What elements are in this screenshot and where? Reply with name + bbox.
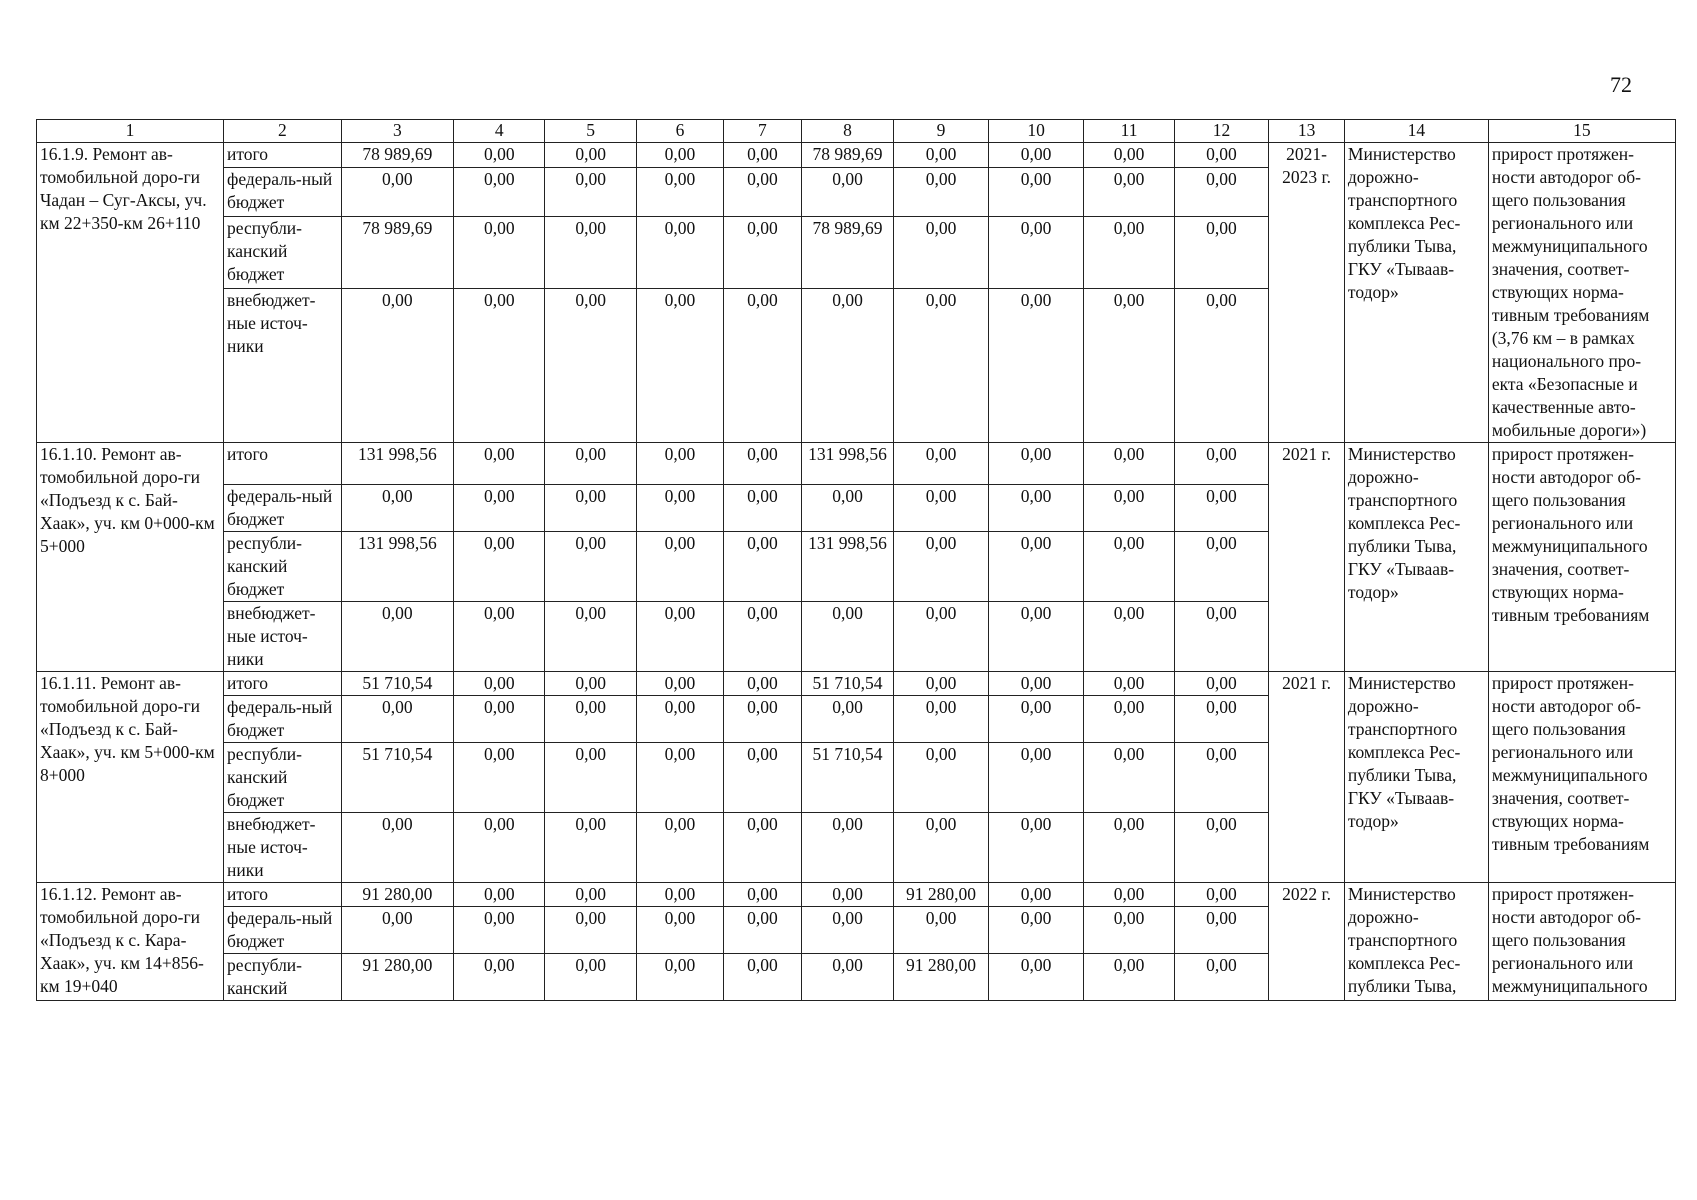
amount-cell: 91 280,00 bbox=[894, 883, 989, 907]
result-cell: прирост протяжен-ности автодорог об-щего пользования регионального или межмуниципального значения, соответ-ствующих норма-тивным требованиям bbox=[1488, 443, 1675, 672]
column-header: 12 bbox=[1174, 120, 1269, 143]
amount-cell: 51 710,54 bbox=[801, 743, 893, 813]
amount-cell: 0,00 bbox=[636, 289, 723, 443]
page-number: 72 bbox=[1610, 72, 1632, 97]
funding-source-cell: республи-канский бюджет bbox=[224, 216, 342, 289]
amount-cell: 0,00 bbox=[545, 954, 636, 1001]
amount-cell: 0,00 bbox=[724, 143, 802, 168]
amount-cell: 0,00 bbox=[341, 813, 453, 883]
amount-cell: 0,00 bbox=[636, 907, 723, 954]
amount-cell: 0,00 bbox=[988, 167, 1084, 216]
amount-cell: 0,00 bbox=[454, 289, 545, 443]
amount-cell: 78 989,69 bbox=[341, 216, 453, 289]
amount-cell: 0,00 bbox=[341, 485, 453, 532]
amount-cell: 0,00 bbox=[1174, 907, 1269, 954]
table-row bbox=[37, 883, 1676, 907]
amount-cell: 0,00 bbox=[636, 602, 723, 672]
amount-cell: 0,00 bbox=[454, 907, 545, 954]
funding-source-cell: федераль-ный бюджет bbox=[224, 696, 342, 743]
amount-cell: 0,00 bbox=[1084, 143, 1174, 168]
amount-cell: 0,00 bbox=[988, 696, 1084, 743]
amount-cell: 0,00 bbox=[894, 532, 989, 602]
amount-cell: 78 989,69 bbox=[341, 143, 453, 168]
amount-cell: 0,00 bbox=[724, 907, 802, 954]
amount-cell: 0,00 bbox=[1084, 532, 1174, 602]
amount-cell: 0,00 bbox=[801, 696, 893, 743]
amount-cell: 0,00 bbox=[545, 485, 636, 532]
amount-cell: 0,00 bbox=[454, 696, 545, 743]
amount-cell: 131 998,56 bbox=[341, 443, 453, 485]
result-cell: прирост протяжен-ности автодорог об-щего пользования регионального или межмуниципального значения, соответ-ствующих норма-тивным требованиям bbox=[1488, 672, 1675, 883]
amount-cell: 0,00 bbox=[1174, 602, 1269, 672]
amount-cell: 0,00 bbox=[1174, 532, 1269, 602]
amount-cell: 0,00 bbox=[801, 485, 893, 532]
amount-cell: 0,00 bbox=[341, 602, 453, 672]
funding-source-cell: республи-канский бюджет bbox=[224, 743, 342, 813]
amount-cell: 0,00 bbox=[988, 216, 1084, 289]
amount-cell: 0,00 bbox=[894, 696, 989, 743]
amount-cell: 0,00 bbox=[988, 289, 1084, 443]
amount-cell: 0,00 bbox=[545, 602, 636, 672]
column-header: 7 bbox=[724, 120, 802, 143]
column-header: 6 bbox=[636, 120, 723, 143]
amount-cell: 0,00 bbox=[988, 602, 1084, 672]
amount-cell: 78 989,69 bbox=[801, 216, 893, 289]
amount-cell: 0,00 bbox=[545, 672, 636, 696]
amount-cell: 0,00 bbox=[545, 907, 636, 954]
funding-source-cell: федераль-ный бюджет bbox=[224, 485, 342, 532]
amount-cell: 131 998,56 bbox=[801, 443, 893, 485]
measure-name-cell: 16.1.9. Ремонт ав-томобильной доро-ги Чадан – Суг-Аксы, уч. км 22+350-км 26+110 bbox=[37, 143, 224, 443]
amount-cell: 0,00 bbox=[988, 907, 1084, 954]
column-header: 14 bbox=[1344, 120, 1488, 143]
amount-cell: 0,00 bbox=[636, 743, 723, 813]
column-header: 8 bbox=[801, 120, 893, 143]
amount-cell: 0,00 bbox=[801, 813, 893, 883]
amount-cell: 0,00 bbox=[636, 954, 723, 1001]
funding-source-cell: внебюджет-ные источ-ники bbox=[224, 289, 342, 443]
amount-cell: 0,00 bbox=[1174, 672, 1269, 696]
amount-cell: 0,00 bbox=[988, 743, 1084, 813]
amount-cell: 0,00 bbox=[724, 602, 802, 672]
amount-cell: 0,00 bbox=[545, 743, 636, 813]
amount-cell: 0,00 bbox=[1084, 443, 1174, 485]
amount-cell: 0,00 bbox=[454, 485, 545, 532]
funding-source-cell: внебюджет-ные источ-ники bbox=[224, 602, 342, 672]
amount-cell: 0,00 bbox=[801, 883, 893, 907]
column-header: 9 bbox=[894, 120, 989, 143]
amount-cell: 0,00 bbox=[341, 696, 453, 743]
table-row bbox=[37, 443, 1676, 485]
amount-cell: 0,00 bbox=[545, 216, 636, 289]
amount-cell: 0,00 bbox=[894, 907, 989, 954]
column-header: 10 bbox=[988, 120, 1084, 143]
amount-cell: 0,00 bbox=[894, 216, 989, 289]
amount-cell: 0,00 bbox=[341, 907, 453, 954]
column-header: 3 bbox=[341, 120, 453, 143]
amount-cell: 0,00 bbox=[1084, 216, 1174, 289]
amount-cell: 0,00 bbox=[724, 485, 802, 532]
result-cell: прирост протяжен-ности автодорог об-щего пользования регионального или межмуниципального bbox=[1488, 883, 1675, 1001]
amount-cell: 0,00 bbox=[801, 907, 893, 954]
amount-cell: 0,00 bbox=[636, 485, 723, 532]
amount-cell: 0,00 bbox=[454, 743, 545, 813]
amount-cell: 0,00 bbox=[894, 743, 989, 813]
amount-cell: 0,00 bbox=[801, 954, 893, 1001]
amount-cell: 0,00 bbox=[454, 883, 545, 907]
funding-source-cell: федераль-ный бюджет bbox=[224, 907, 342, 954]
amount-cell: 0,00 bbox=[988, 143, 1084, 168]
amount-cell: 0,00 bbox=[988, 443, 1084, 485]
table-row bbox=[37, 143, 1676, 168]
executor-cell: Министерство дорожно-транспортного комплекса Рес-публики Тыва, ГКУ «Тываав-тодор» bbox=[1344, 443, 1488, 672]
amount-cell: 0,00 bbox=[454, 602, 545, 672]
amount-cell: 0,00 bbox=[454, 143, 545, 168]
amount-cell: 131 998,56 bbox=[801, 532, 893, 602]
amount-cell: 0,00 bbox=[1084, 672, 1174, 696]
period-cell: 2022 г. bbox=[1269, 883, 1345, 1001]
amount-cell: 0,00 bbox=[724, 743, 802, 813]
executor-cell: Министерство дорожно-транспортного комплекса Рес-публики Тыва, ГКУ «Тываав-тодор» bbox=[1344, 143, 1488, 443]
amount-cell: 0,00 bbox=[894, 289, 989, 443]
amount-cell: 0,00 bbox=[724, 216, 802, 289]
amount-cell: 0,00 bbox=[801, 289, 893, 443]
amount-cell: 0,00 bbox=[894, 143, 989, 168]
budget-table bbox=[36, 119, 1676, 1001]
amount-cell: 0,00 bbox=[636, 143, 723, 168]
amount-cell: 0,00 bbox=[454, 167, 545, 216]
result-cell: прирост протяжен-ности автодорог об-щего пользования регионального или межмуниципального значения, соответ-ствующих норма-тивным требованиям (3,76 км – в рамках национального про-екта «Безопасные и качественные авто-мобильные дороги») bbox=[1488, 143, 1675, 443]
amount-cell: 0,00 bbox=[894, 813, 989, 883]
amount-cell: 0,00 bbox=[988, 672, 1084, 696]
amount-cell: 0,00 bbox=[801, 602, 893, 672]
column-header: 11 bbox=[1084, 120, 1174, 143]
column-header: 2 bbox=[224, 120, 342, 143]
amount-cell: 0,00 bbox=[1084, 696, 1174, 743]
amount-cell: 0,00 bbox=[894, 167, 989, 216]
amount-cell: 0,00 bbox=[988, 883, 1084, 907]
amount-cell: 78 989,69 bbox=[801, 143, 893, 168]
amount-cell: 0,00 bbox=[1174, 167, 1269, 216]
amount-cell: 0,00 bbox=[636, 216, 723, 289]
amount-cell: 0,00 bbox=[1084, 167, 1174, 216]
amount-cell: 0,00 bbox=[988, 485, 1084, 532]
amount-cell: 0,00 bbox=[1084, 289, 1174, 443]
amount-cell: 91 280,00 bbox=[341, 954, 453, 1001]
amount-cell: 0,00 bbox=[454, 813, 545, 883]
table-body bbox=[37, 120, 1676, 1001]
amount-cell: 0,00 bbox=[724, 883, 802, 907]
amount-cell: 0,00 bbox=[1174, 143, 1269, 168]
amount-cell: 0,00 bbox=[341, 289, 453, 443]
amount-cell: 0,00 bbox=[1174, 813, 1269, 883]
amount-cell: 0,00 bbox=[545, 289, 636, 443]
amount-cell: 91 280,00 bbox=[341, 883, 453, 907]
amount-cell: 0,00 bbox=[724, 532, 802, 602]
amount-cell: 0,00 bbox=[1174, 443, 1269, 485]
amount-cell: 0,00 bbox=[1174, 289, 1269, 443]
amount-cell: 0,00 bbox=[1174, 216, 1269, 289]
amount-cell: 0,00 bbox=[1084, 602, 1174, 672]
amount-cell: 0,00 bbox=[1084, 813, 1174, 883]
amount-cell: 0,00 bbox=[1174, 954, 1269, 1001]
period-cell: 2021 г. bbox=[1269, 672, 1345, 883]
period-cell: 2021-2023 г. bbox=[1269, 143, 1345, 443]
funding-source-cell: республи-канский bbox=[224, 954, 342, 1001]
amount-cell: 0,00 bbox=[341, 167, 453, 216]
amount-cell: 0,00 bbox=[545, 532, 636, 602]
amount-cell: 0,00 bbox=[454, 954, 545, 1001]
amount-cell: 0,00 bbox=[894, 443, 989, 485]
amount-cell: 0,00 bbox=[988, 532, 1084, 602]
column-header: 15 bbox=[1488, 120, 1675, 143]
amount-cell: 0,00 bbox=[988, 813, 1084, 883]
amount-cell: 0,00 bbox=[454, 672, 545, 696]
amount-cell: 0,00 bbox=[636, 167, 723, 216]
amount-cell: 0,00 bbox=[545, 167, 636, 216]
amount-cell: 0,00 bbox=[1174, 485, 1269, 532]
amount-cell: 0,00 bbox=[1174, 743, 1269, 813]
amount-cell: 91 280,00 bbox=[894, 954, 989, 1001]
amount-cell: 0,00 bbox=[1084, 883, 1174, 907]
amount-cell: 0,00 bbox=[894, 485, 989, 532]
amount-cell: 0,00 bbox=[545, 696, 636, 743]
measure-name-cell: 16.1.12. Ремонт ав-томобильной доро-ги «Подъезд к с. Кара-Хаак», уч. км 14+856-км 19+040 bbox=[37, 883, 224, 1001]
amount-cell: 0,00 bbox=[724, 443, 802, 485]
funding-source-cell: итого bbox=[224, 672, 342, 696]
amount-cell: 0,00 bbox=[1084, 954, 1174, 1001]
amount-cell: 51 710,54 bbox=[341, 743, 453, 813]
column-header: 1 bbox=[37, 120, 224, 143]
measure-name-cell: 16.1.10. Ремонт ав-томобильной доро-ги «Подъезд к с. Бай-Хаак», уч. км 0+000-км 5+000 bbox=[37, 443, 224, 672]
amount-cell: 0,00 bbox=[724, 289, 802, 443]
amount-cell: 0,00 bbox=[724, 813, 802, 883]
executor-cell: Министерство дорожно-транспортного комплекса Рес-публики Тыва, ГКУ «Тываав-тодор» bbox=[1344, 672, 1488, 883]
amount-cell: 0,00 bbox=[1174, 696, 1269, 743]
amount-cell: 0,00 bbox=[545, 143, 636, 168]
amount-cell: 0,00 bbox=[1084, 743, 1174, 813]
measure-name-cell: 16.1.11. Ремонт ав-томобильной доро-ги «Подъезд к с. Бай-Хаак», уч. км 5+000-км 8+000 bbox=[37, 672, 224, 883]
header-row bbox=[37, 120, 1676, 143]
amount-cell: 0,00 bbox=[636, 672, 723, 696]
funding-source-cell: республи-канский бюджет bbox=[224, 532, 342, 602]
amount-cell: 0,00 bbox=[454, 443, 545, 485]
amount-cell: 0,00 bbox=[454, 532, 545, 602]
funding-source-cell: итого bbox=[224, 143, 342, 168]
amount-cell: 0,00 bbox=[988, 954, 1084, 1001]
funding-source-cell: внебюджет-ные источ-ники bbox=[224, 813, 342, 883]
amount-cell: 0,00 bbox=[724, 696, 802, 743]
amount-cell: 0,00 bbox=[724, 672, 802, 696]
amount-cell: 0,00 bbox=[801, 167, 893, 216]
funding-source-cell: итого bbox=[224, 443, 342, 485]
funding-source-cell: федераль-ный бюджет bbox=[224, 167, 342, 216]
amount-cell: 0,00 bbox=[894, 672, 989, 696]
amount-cell: 0,00 bbox=[636, 813, 723, 883]
amount-cell: 0,00 bbox=[545, 883, 636, 907]
amount-cell: 51 710,54 bbox=[801, 672, 893, 696]
funding-source-cell: итого bbox=[224, 883, 342, 907]
amount-cell: 0,00 bbox=[894, 602, 989, 672]
amount-cell: 0,00 bbox=[545, 443, 636, 485]
amount-cell: 51 710,54 bbox=[341, 672, 453, 696]
amount-cell: 0,00 bbox=[724, 954, 802, 1001]
amount-cell: 0,00 bbox=[636, 532, 723, 602]
amount-cell: 0,00 bbox=[1084, 485, 1174, 532]
amount-cell: 0,00 bbox=[636, 443, 723, 485]
amount-cell: 0,00 bbox=[636, 696, 723, 743]
column-header: 13 bbox=[1269, 120, 1345, 143]
amount-cell: 0,00 bbox=[1174, 883, 1269, 907]
amount-cell: 0,00 bbox=[724, 167, 802, 216]
executor-cell: Министерство дорожно-транспортного комплекса Рес-публики Тыва, bbox=[1344, 883, 1488, 1001]
amount-cell: 0,00 bbox=[454, 216, 545, 289]
amount-cell: 131 998,56 bbox=[341, 532, 453, 602]
amount-cell: 0,00 bbox=[636, 883, 723, 907]
period-cell: 2021 г. bbox=[1269, 443, 1345, 672]
column-header: 5 bbox=[545, 120, 636, 143]
amount-cell: 0,00 bbox=[1084, 907, 1174, 954]
table-row bbox=[37, 672, 1676, 696]
amount-cell: 0,00 bbox=[545, 813, 636, 883]
column-header: 4 bbox=[454, 120, 545, 143]
